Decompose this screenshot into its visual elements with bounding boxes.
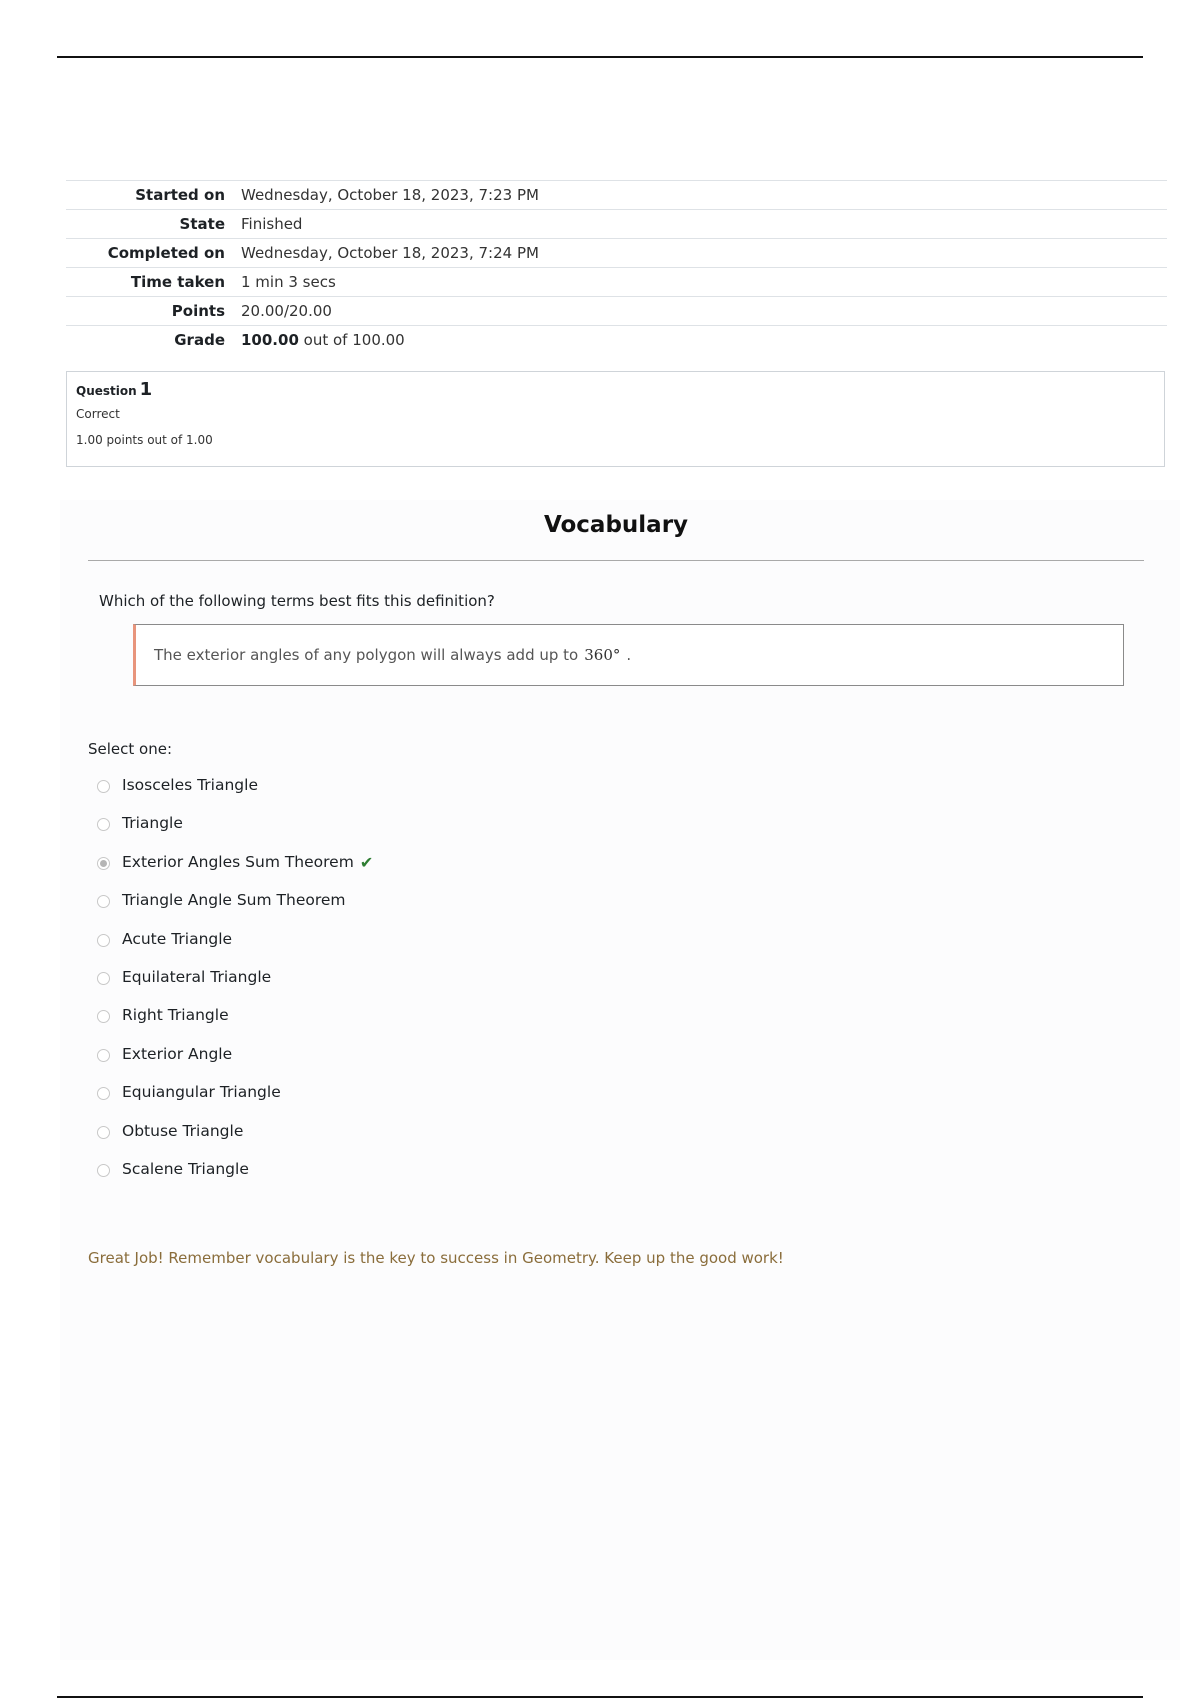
radio-button[interactable]: [97, 1010, 110, 1023]
answer-label[interactable]: Triangle Angle Sum Theorem: [122, 891, 346, 910]
question-num-value: 1: [139, 379, 153, 400]
answer-label[interactable]: Isosceles Triangle: [122, 776, 258, 794]
answer-label[interactable]: Exterior Angle: [122, 1044, 233, 1063]
answer-option[interactable]: [97, 1160, 373, 1198]
grade-out-of: out of 100.00: [303, 331, 405, 349]
answer-option-selected[interactable]: [97, 853, 373, 891]
answer-option[interactable]: [97, 1122, 373, 1160]
summary-label: Grade: [174, 331, 225, 349]
summary-row-time-taken: [66, 268, 1167, 297]
summary-label: State: [179, 215, 225, 233]
radio-button[interactable]: [97, 895, 110, 908]
question-grade: 1.00 points out of 1.00: [76, 433, 213, 447]
summary-label: Completed on: [107, 244, 225, 262]
answer-label[interactable]: Triangle: [122, 814, 183, 833]
question-prefix: Question: [76, 384, 137, 398]
definition-tail: .: [626, 646, 632, 664]
answer-label[interactable]: Right Triangle: [122, 1006, 229, 1025]
summary-row-state: [66, 210, 1167, 239]
answer-options: [97, 776, 373, 1198]
answer-label[interactable]: Equilateral Triangle: [122, 967, 272, 986]
radio-button[interactable]: [97, 1164, 110, 1177]
question-number: [76, 380, 1155, 401]
summary-value: 1 min 3 secs: [241, 273, 336, 291]
radio-button[interactable]: [97, 934, 110, 947]
general-feedback: Great Job! Remember vocabulary is the key to success in Geometry. Keep up the good work!: [88, 1249, 784, 1267]
correct-check-icon: ✔: [359, 852, 374, 872]
question-heading: Vocabulary: [543, 512, 689, 538]
summary-value: Wednesday, October 18, 2023, 7:24 PM: [241, 244, 539, 262]
summary-value: [233, 326, 1167, 355]
summary-label: Started on: [135, 186, 225, 204]
question-info-box: [66, 371, 1165, 467]
answer-option[interactable]: [97, 891, 373, 929]
summary-value: Finished: [241, 215, 303, 233]
radio-button[interactable]: [97, 1087, 110, 1100]
summary-value: Wednesday, October 18, 2023, 7:23 PM: [241, 186, 539, 204]
answer-option[interactable]: [97, 1083, 373, 1121]
answer-option[interactable]: [97, 814, 373, 852]
heading-divider: [88, 560, 1144, 561]
answer-option[interactable]: [97, 1045, 373, 1083]
answer-option[interactable]: [97, 930, 373, 968]
question-state: Correct: [76, 407, 120, 421]
summary-row-completed: [66, 239, 1167, 268]
top-divider: [57, 56, 1143, 58]
question-text: Which of the following terms best fits this definition?: [99, 592, 495, 610]
answer-option[interactable]: [97, 776, 373, 814]
summary-row-points: [66, 297, 1167, 326]
grade-score: 100.00: [241, 331, 299, 349]
select-one-prompt: Select one:: [88, 740, 173, 758]
summary-label: Points: [171, 302, 225, 320]
answer-label[interactable]: Equiangular Triangle: [122, 1083, 281, 1102]
summary-value: 20.00/20.00: [241, 302, 332, 320]
radio-button[interactable]: [97, 1049, 110, 1062]
radio-button-checked[interactable]: [97, 857, 110, 870]
definition-text: The exterior angles of any polygon will always add up to: [154, 646, 579, 664]
radio-button[interactable]: [97, 818, 110, 831]
attempt-summary-table: [66, 180, 1167, 354]
summary-label: Time taken: [130, 273, 225, 291]
bottom-divider: [57, 1696, 1143, 1698]
definition-math: 360°: [584, 646, 621, 664]
radio-button[interactable]: [97, 972, 110, 985]
answer-label[interactable]: Scalene Triangle: [122, 1159, 249, 1178]
summary-row-started: [66, 181, 1167, 210]
answer-label[interactable]: Acute Triangle: [122, 929, 233, 948]
answer-label[interactable]: Obtuse Triangle: [122, 1121, 244, 1140]
answer-option[interactable]: [97, 1006, 373, 1044]
answer-option[interactable]: [97, 968, 373, 1006]
answer-label[interactable]: Exterior Angles Sum Theorem: [122, 852, 354, 871]
radio-button[interactable]: [97, 1126, 110, 1139]
summary-row-grade: [66, 326, 1167, 355]
definition-box: [133, 624, 1124, 686]
radio-button[interactable]: [97, 780, 110, 793]
